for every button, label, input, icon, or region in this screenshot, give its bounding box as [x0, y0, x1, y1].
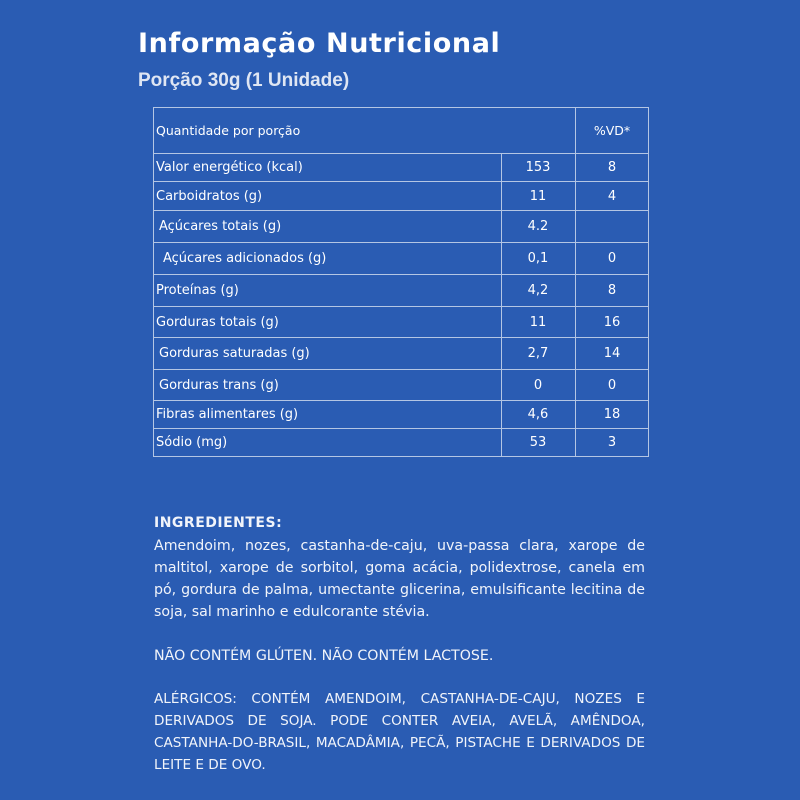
row-amount: 4,2: [527, 283, 549, 298]
row-vd: [576, 211, 648, 242]
ingredients-heading: [154, 512, 645, 534]
portion-size: Porção 30g (1 Unidade): [138, 70, 350, 91]
row-vd: 8: [607, 283, 617, 298]
row-label: Proteínas (g): [156, 283, 239, 298]
table-row: [154, 428, 648, 456]
row-label: Gorduras trans (g): [159, 377, 279, 393]
table-row: [154, 306, 648, 337]
row-amount: 4.2: [527, 219, 549, 234]
row-vd: 14: [603, 346, 621, 361]
row-amount: 2,7: [527, 346, 549, 361]
row-vd: 18: [603, 407, 621, 422]
row-vd: 0: [607, 251, 617, 266]
table-row: [154, 181, 648, 210]
row-label: Açúcares totais (g): [159, 219, 282, 234]
header-quantity-label: Quantidade por porção: [156, 123, 301, 138]
row-amount: 11: [529, 188, 547, 204]
row-label: Açúcares adicionados (g): [163, 251, 327, 266]
table-row: [154, 210, 648, 242]
table-row: [154, 337, 648, 369]
ingredients-label: INGREDIENTES:: [154, 515, 283, 531]
row-vd: 16: [603, 314, 621, 330]
row-amount: 11: [529, 314, 547, 330]
gluten-lactose-notice: NÃO CONTÉM GLÚTEN. NÃO CONTÉM LACTOSE.: [154, 648, 494, 664]
nutrition-table: [153, 107, 649, 457]
row-vd: 8: [607, 160, 617, 175]
page-title: Informação Nutricional: [138, 28, 501, 59]
table-row: [154, 274, 648, 306]
row-amount: 53: [529, 435, 547, 450]
row-label: Fibras alimentares (g): [156, 407, 299, 422]
allergens-notice: ALÉRGICOS: CONTÉM AMENDOIM, CASTANHA-DE-CAJU, NOZES E DERIVADOS DE SOJA. PODE CONTER AVEIA, AVELÃ, AMÊNDOA, CASTANHA-DO-BRASIL, MACADÂMIA, PECÃ, PISTACHE E DERIVADOS DE LEITE E DE OVO.: [154, 691, 645, 773]
table-row: [154, 369, 648, 400]
row-label: Gorduras saturadas (g): [159, 346, 310, 361]
row-label: Valor energético (kcal): [156, 160, 303, 175]
table-row: [154, 400, 648, 428]
row-label: Gorduras totais (g): [156, 314, 279, 330]
row-amount: 4,6: [527, 407, 549, 422]
table-row: [154, 242, 648, 274]
row-vd: 3: [607, 435, 617, 450]
row-label: Sódio (mg): [156, 435, 228, 450]
row-amount: 0: [533, 377, 543, 393]
table-row: [154, 153, 648, 181]
row-label: Carboidratos (g): [156, 188, 263, 204]
row-amount: 153: [525, 160, 551, 175]
row-amount: 0,1: [527, 251, 549, 266]
table-header-row: [154, 108, 648, 153]
ingredients-text: Amendoim, nozes, castanha-de-caju, uva-passa clara, xarope de maltitol, xarope de sorbitol, goma acácia, polidextrose, canela em pó, gordura de palma, umectante glicerina, emulsificante lecitina de soja, sal marinho e edulcorante stévia.: [154, 538, 645, 620]
header-vd-label: %VD*: [593, 123, 631, 138]
row-vd: 4: [607, 188, 617, 204]
row-vd: 0: [607, 377, 617, 393]
